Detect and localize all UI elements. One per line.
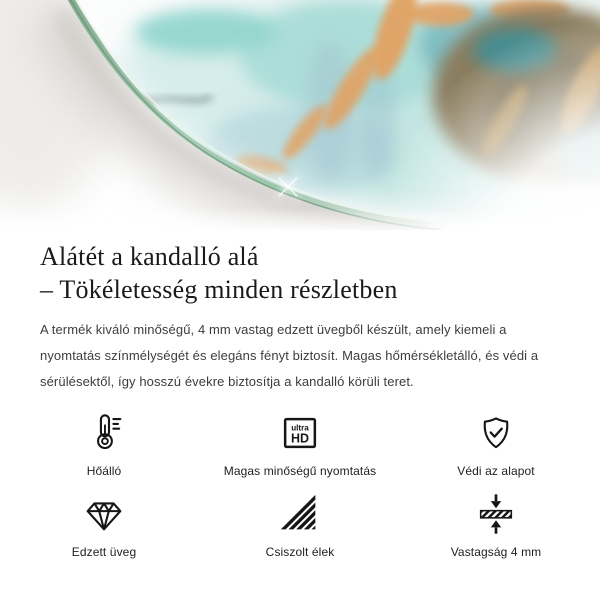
ultra-hd-icon [277,410,323,456]
feature-heat-resistant [6,410,202,478]
feature-protects-base [398,410,594,478]
feature-label: Hőálló [86,464,122,478]
feature-high-quality-print [202,410,398,478]
feature-thickness [398,491,594,559]
product-info-section [0,240,600,395]
page-title-line2: – Tökéletesség minden részletben [40,275,398,304]
feature-label: Magas minőségű nyomtatás [223,464,377,478]
feature-label: Vastagság 4 mm [450,545,542,559]
hero-bottom-fade [0,206,600,230]
polished-edges-icon [277,491,323,537]
feature-label: Csiszolt élek [265,545,335,559]
shield-check-icon [473,410,519,456]
product-image [0,0,600,230]
feature-tempered-glass [6,491,202,559]
page-title [40,240,560,306]
thermometer-icon [81,410,127,456]
feature-grid [0,410,600,559]
svg-text:HD: HD [291,431,309,446]
feature-label: Védi az alapot [457,464,535,478]
diamond-icon [81,491,127,537]
feature-label: Edzett üveg [71,545,137,559]
page-title-line1: Alátét a kandalló alá [40,242,259,271]
svg-text:ultra: ultra [291,423,309,433]
glass-disc-graphic [0,0,600,230]
thickness-icon [473,491,519,537]
product-description: A termék kiváló minőségű, 4 mm vastag edzett üvegből készült, amely kiemeli a nyomtatás színmélységét és elegáns fényt biztosít. Magas hőmérsékletálló, és védi a sérülésektől, így hosszú évekre biztosítja a kandalló körüli teret. [40,322,539,389]
feature-polished-edges [202,491,398,559]
